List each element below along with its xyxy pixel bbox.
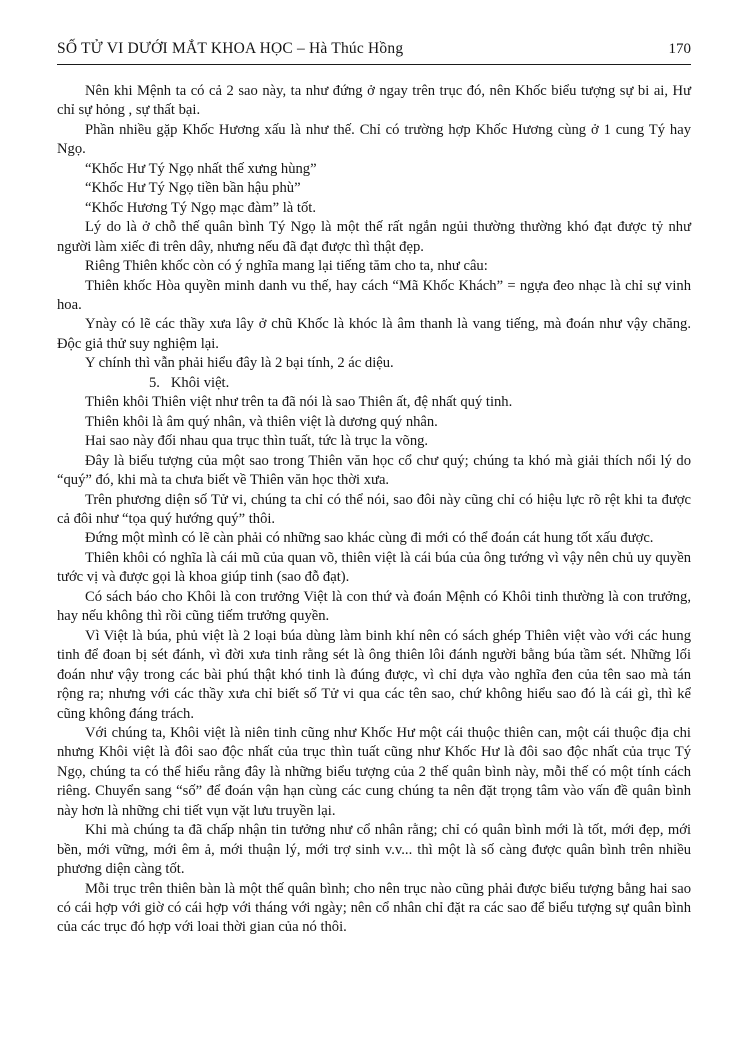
paragraph: Lý do là ở chỗ thế quân bình Tý Ngọ là một thế rất ngắn ngủi thường thường khó đạt được tỷ như người làm xiếc đi trên dây, nhưng nếu đã đạt được thì thật đẹp. [57,219,691,255]
page-header [57,40,691,65]
page-body [57,82,691,938]
paragraph: “Khốc Hư Tý Ngọ tiền bần hậu phù” [85,180,301,197]
paragraph: Vì Việt là búa, phủ việt là 2 loại búa dùng làm binh khí nên có sách ghép Thiên việt vào với các hung tinh để đoan bị sét đánh, vì đời xưa tinh rằng sét là ông thiên lôi đánh người bằng búa tầm sét. Những lối đoán như vậy trong các bài phú thật khó tinh là đúng được, vì chỉ dựa vào nghĩa đen của tên sao mà tán rộng ra; nhưng với các thầy xưa chỉ biết số Tử vi qua các tên sao, chứ không hiểu sao đó là cái gì, thì kể cũng không đáng trách. [57,627,691,722]
paragraph: Nên khi Mệnh ta có cả 2 sao này, ta như đứng ở ngay trên trục đó, nên Khốc biểu tượng sự bi ai, Hư chỉ sự hỏng , sự thất bại. [57,83,691,119]
paragraph: Ynày có lẽ các thầy xưa lây ở chũ Khốc là khóc là âm thanh là vang tiếng, mà đoán như vậy chăng. Độc giả thử suy nghiệm lại. [57,316,691,352]
paragraph: Hai sao này đối nhau qua trục thìn tuất, tức là trục la võng. [85,433,429,450]
paragraph: Với chúng ta, Khôi việt là niên tinh cũng như Khốc Hư một cái thuộc thiên can, một cái thuộc địa chi nhưng Khôi việt là đôi sao độc nhất của trục thìn tuất cũng như Khốc Hư là đôi sao độc nhất của trục Tý Ngọ, chúng ta có thể hiểu rằng đây là những biểu tượng của 2 thế quân bình này, mỗi thế có một tính cách riêng. Chuyển sang “số” để đoán vận hạn cùng các cung chúng ta nên đặt trọng tâm vào vấn đề quân bình này hơn là những chi tiết vụn vặt lưu truyền lại. [57,724,691,819]
paragraph: “Khốc Hư Tý Ngọ nhất thế xưng hùng” [85,160,317,177]
paragraph: Đứng một mình có lẽ càn phải có những sao khác cùng đi mới có thể đoán cát hung tốt xấu được. [85,530,654,547]
paragraph: “Khốc Hương Tý Ngọ mạc đàm” là tốt. [85,199,316,216]
paragraph: Thiên khốc Hòa quyền minh danh vu thế, hay cách “Mã Khốc Khách” = ngựa đeo nhạc là chỉ sự vinh hoa. [57,277,691,313]
paragraph: Đây là biểu tượng của một sao trong Thiên văn học cổ chư quý; chúng ta khó mà giải thích nổi lý do “quý” đó, khi mà ta chưa biết về Thiên văn học thời xưa. [57,452,691,489]
paragraph: Khi mà chúng ta đã chấp nhận tin tưởng như cổ nhân rằng; chỉ có quân bình mới là tốt, mới đẹp, mới bền, mới vững, mới êm ả, mới thuận lý, mới trợ sinh v.v... thì một là số càng được quân bình trên nhiều phương diện càng tốt. [57,822,691,878]
paragraph: Trên phương diện số Tử vi, chúng ta chỉ có thể nói, sao đôi này cũng chỉ có hiệu lực rõ rệt khi ta được cả đôi như “tọa quý hướng quý” thôi. [57,491,691,527]
paragraph: Thiên khôi là âm quý nhân, và thiên việt là dương quý nhân. [85,413,438,430]
paragraph: Riêng Thiên khốc còn có ý nghĩa mang lại tiếng tăm cho ta, như câu: [85,258,488,275]
paragraph: Phần nhiều gặp Khốc Hương xấu là như thế. Chỉ có trường hợp Khốc Hương cùng ở 1 cung Tý hay Ngọ. [57,121,691,158]
paragraph: Thiên khôi có nghĩa là cái mũ của quan võ, thiên việt là cái búa của ông tướng vì vậy nên chủ uy quyền tước vị và được gọi là khoa giúp tinh (sao đỗ đạt). [57,549,691,586]
paragraph: Có sách báo cho Khôi là con trưởng Việt là con thứ và đoán Mệnh có Khôi tinh thường là con trưởng, hay nếu không thì rồi cũng tiếm trưởng quyền. [57,588,691,625]
book-title: SỐ TỬ VI DƯỚI MẮT KHOA HỌC – Hà Thúc Hồng [57,40,404,57]
section-heading: 5. Khôi việt. [149,374,230,391]
page-number: 170 [668,41,691,57]
paragraph: Thiên khôi Thiên việt như trên ta đã nói là sao Thiên ất, đệ nhất quý tinh. [85,394,513,411]
paragraph: Y chính thì vẫn phải hiểu đây là 2 bại tính, 2 ác diệu. [85,355,394,372]
paragraph: Mỗi trục trên thiên bàn là một thế quân bình; cho nên trục nào cũng phải được biểu tượng bằng hai sao có cái hợp với giờ có cái hợp với tháng với ngày; nên cổ nhân chỉ đặt ra các sao để biểu tượng sự quân bình của các trục đó hợp với loai thời gian của nó thôi. [57,880,691,936]
